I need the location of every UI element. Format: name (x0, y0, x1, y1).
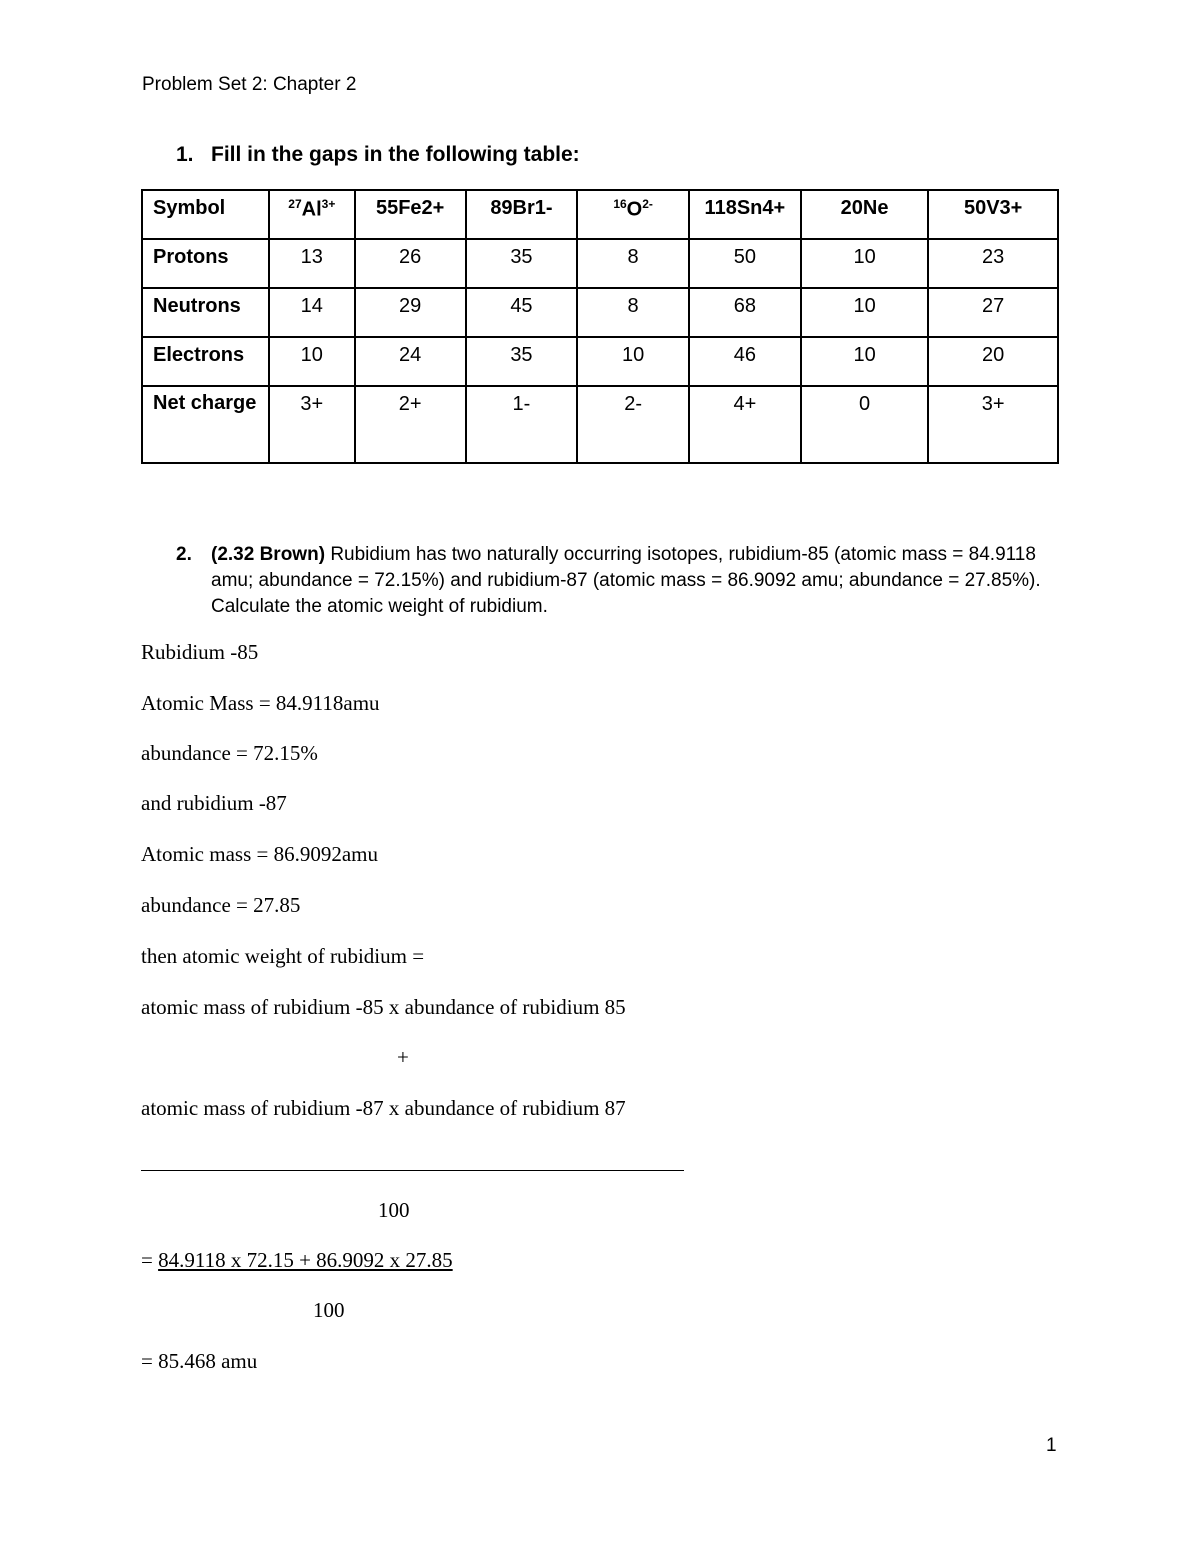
table-cell: 2+ (355, 386, 466, 463)
symbol-cell: 20Ne (801, 190, 929, 239)
page-number: 1 (1046, 1435, 1057, 1456)
equals-prefix: = (141, 1248, 159, 1272)
symbol-cell: 118Sn4+ (689, 190, 801, 239)
table-cell: 23 (928, 239, 1058, 288)
row-label-electrons: Electrons (142, 337, 269, 386)
question-2 (176, 542, 1066, 620)
table-cell: 24 (355, 337, 466, 386)
symbol-cell: 50V3+ (928, 190, 1058, 239)
page-header: Problem Set 2: Chapter 2 (142, 74, 357, 95)
table-row-electrons (142, 337, 1058, 386)
question-1-text: Fill in the gaps in the following table: (211, 143, 580, 166)
question-1-number: 1. (176, 143, 194, 166)
table-row-symbol (142, 190, 1058, 239)
question-2-number: 2. (176, 544, 192, 565)
final-answer: = 85.468 amu (141, 1349, 258, 1373)
table-cell: 2- (577, 386, 689, 463)
denominator: 100 (313, 1298, 345, 1322)
table-cell: 29 (355, 288, 466, 337)
table-cell: 10 (801, 337, 929, 386)
solution-line: then atomic weight of rubidium = (141, 944, 425, 968)
element-symbol: O (626, 198, 643, 221)
isotope-table (141, 189, 1059, 464)
symbol-cell (269, 190, 355, 239)
question-2-task: Calculate the atomic weight of rubidium. (211, 596, 548, 617)
table-cell: 0 (801, 386, 929, 463)
solution-line: Rubidium -85 (141, 640, 259, 664)
symbol-cell: 89Br1- (466, 190, 578, 239)
solution-line: and rubidium -87 (141, 791, 287, 815)
table-cell: 8 (577, 288, 689, 337)
ion-charge: 2- (642, 197, 653, 211)
symbol-cell (577, 190, 689, 239)
ion-charge: 3+ (321, 197, 336, 211)
table-cell: 3+ (928, 386, 1058, 463)
table-cell: 8 (577, 239, 689, 288)
row-label-symbol: Symbol (142, 190, 269, 239)
solution-line (141, 1248, 453, 1273)
table-cell: 10 (269, 337, 355, 386)
mass-number: 27 (288, 197, 302, 211)
solution-line: abundance = 72.15% (141, 741, 318, 765)
fraction-rule (141, 1170, 684, 1171)
table-row-net-charge (142, 386, 1058, 463)
table-cell: 10 (801, 288, 929, 337)
solution-line: atomic mass of rubidium -85 x abundance of rubidium 85 (141, 995, 626, 1019)
plus-sign: + (397, 1045, 409, 1069)
table-cell: 10 (801, 239, 929, 288)
question-1 (176, 143, 580, 167)
table-cell: 27 (928, 288, 1058, 337)
solution-line: Atomic mass = 86.9092amu (141, 842, 378, 866)
question-2-source: (2.32 Brown) (211, 544, 326, 565)
table-cell: 35 (466, 239, 578, 288)
denominator: 100 (378, 1198, 410, 1222)
table-row-protons (142, 239, 1058, 288)
solution-line: abundance = 27.85 (141, 893, 301, 917)
row-label-net-charge: Net charge (142, 386, 269, 463)
row-label-protons: Protons (142, 239, 269, 288)
table-cell: 50 (689, 239, 801, 288)
table-cell: 10 (577, 337, 689, 386)
question-2-body (211, 542, 1066, 620)
question-2-text: Rubidium has two naturally occurring isotopes, rubidium-85 (atomic mass = 84.9118 amu; abundance = 72.15%) and rubidium-87 (atomic mass = 86.9092 amu; abundance = 27.85%). (211, 544, 1041, 591)
table-cell: 68 (689, 288, 801, 337)
table-cell: 20 (928, 337, 1058, 386)
numerator-expression: 84.9118 x 72.15 + 86.9092 x 27.85 (158, 1248, 453, 1272)
solution-line: Atomic Mass = 84.9118amu (141, 691, 380, 715)
element-symbol: Al (301, 198, 322, 221)
solution-line: atomic mass of rubidium -87 x abundance of rubidium 87 (141, 1096, 626, 1120)
table-cell: 35 (466, 337, 578, 386)
table-cell: 45 (466, 288, 578, 337)
row-label-neutrons: Neutrons (142, 288, 269, 337)
mass-number: 16 (613, 197, 627, 211)
table-cell: 4+ (689, 386, 801, 463)
table-cell: 26 (355, 239, 466, 288)
table-cell: 3+ (269, 386, 355, 463)
table-cell: 1- (466, 386, 578, 463)
table-row-neutrons (142, 288, 1058, 337)
table-cell: 13 (269, 239, 355, 288)
symbol-cell: 55Fe2+ (355, 190, 466, 239)
table-cell: 46 (689, 337, 801, 386)
table-cell: 14 (269, 288, 355, 337)
